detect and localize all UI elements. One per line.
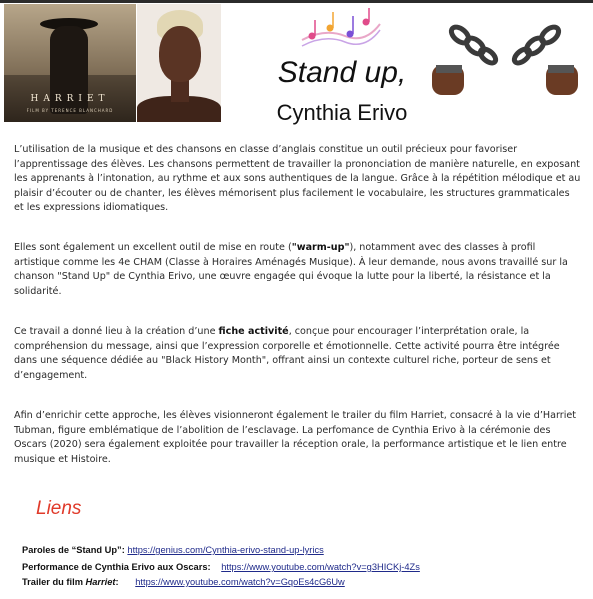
harriet-movie-poster	[4, 4, 136, 122]
lyrics-link-label: Paroles de “Stand Up”:	[22, 545, 125, 555]
warm-up-emphasis: "warm-up"	[291, 242, 350, 253]
warm-up-paragraph: Elles sont également un excellent outil de mise en route ("warm-up"), notamment avec des classes à profil artistique comme les 4e CHAM (Classe à Horaires Aménagés Musique). À leur demande, nous avons travaillé sur la chanson "Stand Up" de Cynthia Erivo, une œuvre engagée qui évoque la lutte pour la liberté, la résistance et la solidarité.	[14, 242, 568, 297]
song-artist: Cynthia Erivo	[276, 100, 408, 125]
trailer-link-row	[22, 577, 345, 587]
oscars-link-row	[22, 562, 420, 572]
activity-paragraph: Ce travail a donné lieu à la création d’une fiche activité, conçue pour encourager l’interprétation orale, la compréhension du message, ainsi que l’expression corporelle et émotionnelle. Cette activité pourra être intégrée dans une séquence dédiée au "Black History Month", offrant ainsi un contexte culturel riche, porteur de sens et d’engagement.	[14, 326, 560, 381]
fiche-activite-emphasis: fiche activité	[218, 326, 289, 337]
poster-credit: FILM BY TERENCE BLANCHARD	[26, 108, 114, 113]
trailer-link-label: Trailer du film Harriet:	[22, 577, 119, 587]
oscars-link-label: Performance de Cynthia Erivo aux Oscars:	[22, 562, 211, 572]
oscars-link[interactable]: https://www.youtube.com/watch?v=g3HICKj-4Zs	[221, 562, 420, 572]
lyrics-link-row	[22, 545, 324, 555]
trailer-link[interactable]: https://www.youtube.com/watch?v=GqoEs4cG6Uw	[135, 577, 345, 587]
trailer-paragraph: Afin d’enrichir cette approche, les élèves visionneront également le trailer du film Harriet, consacré à la vie d’Harriet Tubman, figure emblématique de l’abolition de l’esclavage. La perfomance de Cynthia Erivo à la cérémonie des Oscars (2020) sera également exploitée pour travailler la réception orale, la performance artistique et le lien entre musique et Histoire.	[14, 410, 577, 465]
cynthia-erivo-portrait	[137, 4, 221, 122]
music-notes-icon	[300, 6, 382, 54]
poster-title: HARRIET	[30, 94, 110, 104]
broken-chains-fists-icon	[430, 10, 580, 100]
top-border	[0, 0, 593, 3]
song-title: Stand up,	[277, 56, 407, 89]
lyrics-link[interactable]: https://genius.com/Cynthia-erivo-stand-up-lyrics	[127, 545, 324, 555]
links-heading: Liens	[36, 498, 82, 519]
intro-paragraph: L’utilisation de la musique et des chansons en classe d’anglais constitue un outil précieux pour favoriser l’apprentissage des élèves. Les chansons permettent de travailler la prononciation de manière naturelle, en exposant les apprenants à l’intonation, au rythme et aux sons authentiques de la langue. Grâce à la répétition mélodique et au plaisir d’écouter ou de chanter, les élèves mémorisent plus facilement le vocabulaire, les structures grammaticales et les expressions idiomatiques.	[14, 144, 581, 214]
